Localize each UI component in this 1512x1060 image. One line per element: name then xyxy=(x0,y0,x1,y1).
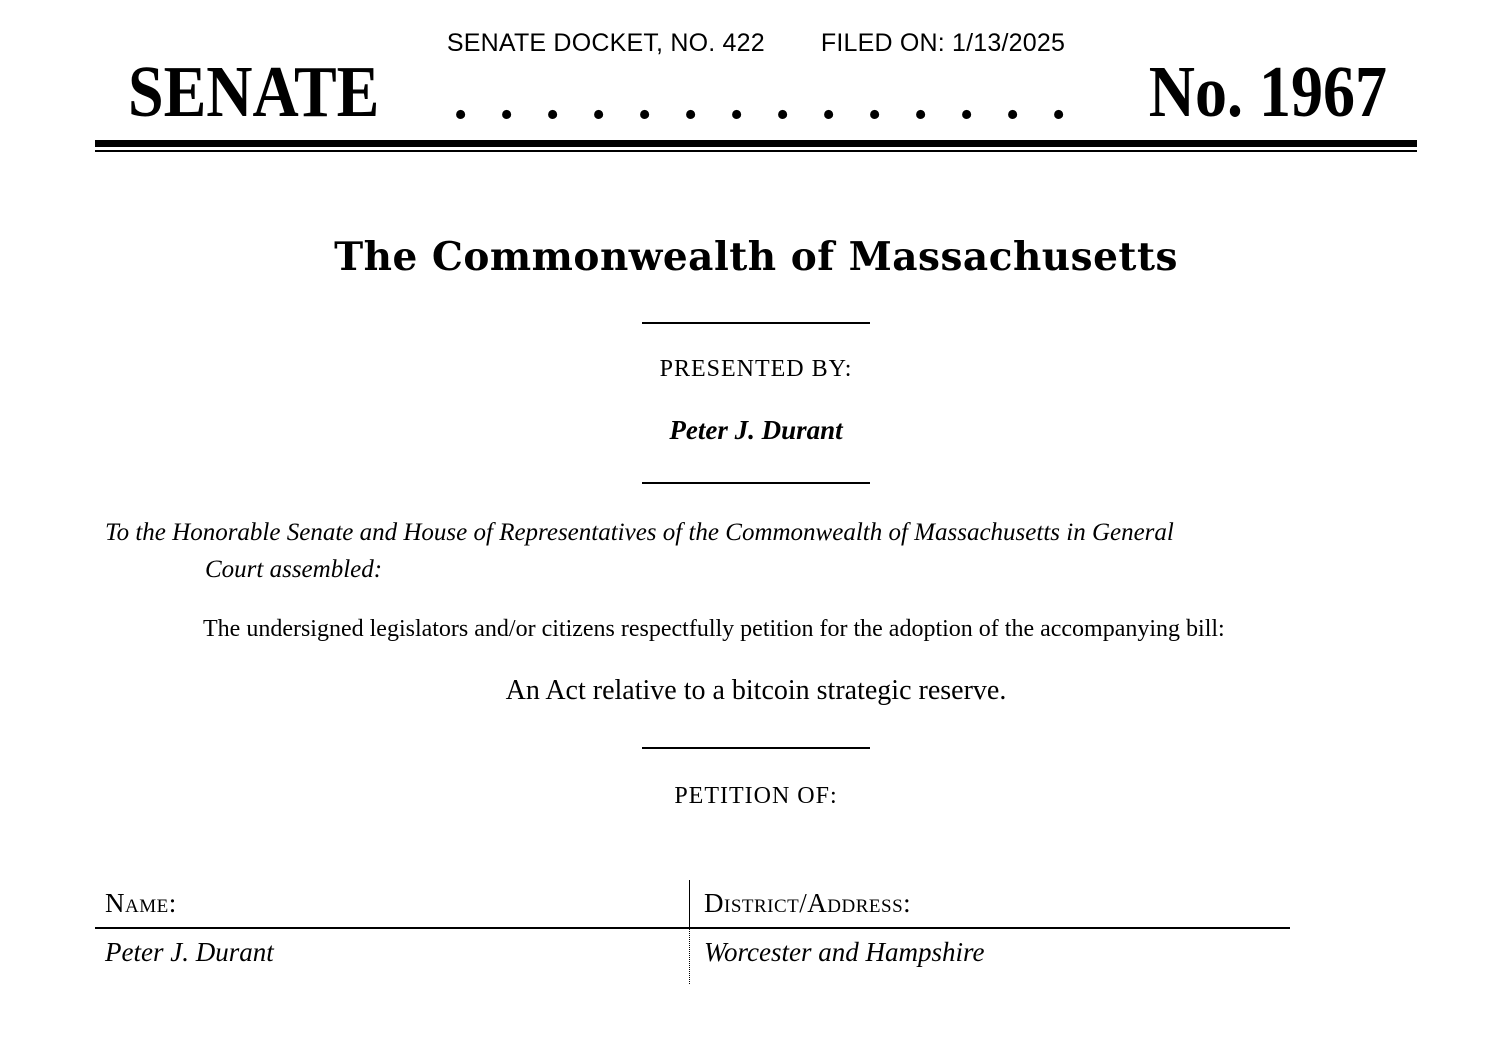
table-header-row xyxy=(95,880,1290,929)
petitioner-district: Worcester and Hampshire xyxy=(704,937,985,968)
chamber-title: SENATE xyxy=(128,51,380,133)
petitioner-row xyxy=(95,929,1290,984)
separator-line xyxy=(642,482,870,484)
presenter-name: Peter J. Durant xyxy=(669,415,843,446)
filed-date: FILED ON: 1/13/2025 xyxy=(820,29,1066,57)
petition-of-label: PETITION OF: xyxy=(674,783,838,810)
masthead-leader-dots: . . . . . . . . . . . . . . xyxy=(453,70,1075,131)
docket-line xyxy=(0,0,1512,58)
salutation xyxy=(105,514,1407,588)
double-rule xyxy=(95,140,1417,152)
commonwealth-heading: The Commonwealth of Massachusetts xyxy=(334,234,1178,281)
separator-line xyxy=(642,322,870,324)
act-title: An Act relative to a bitcoin strategic reserve. xyxy=(505,675,1007,707)
presented-by-label: PRESENTED BY: xyxy=(659,356,853,383)
salutation-line-1: To the Honorable Senate and House of Representatives of the Commonwealth of Massachusetts in General xyxy=(105,519,1174,547)
docket-number: SENATE DOCKET, NO. 422 xyxy=(446,29,765,57)
separator-line xyxy=(642,747,870,749)
bill-number: No. 1967 xyxy=(1148,51,1387,133)
petitioner-name: Peter J. Durant xyxy=(95,929,690,984)
petitioners-table xyxy=(95,880,1290,984)
district-column-header: District/Address: xyxy=(704,888,912,919)
petition-sentence: The undersigned legislators and/or citizens respectfully petition for the adoption of the accompanying bill: xyxy=(203,616,1225,643)
masthead xyxy=(95,51,1417,133)
name-column-header: Name: xyxy=(95,880,690,927)
salutation-line-2: Court assembled: xyxy=(205,556,383,584)
